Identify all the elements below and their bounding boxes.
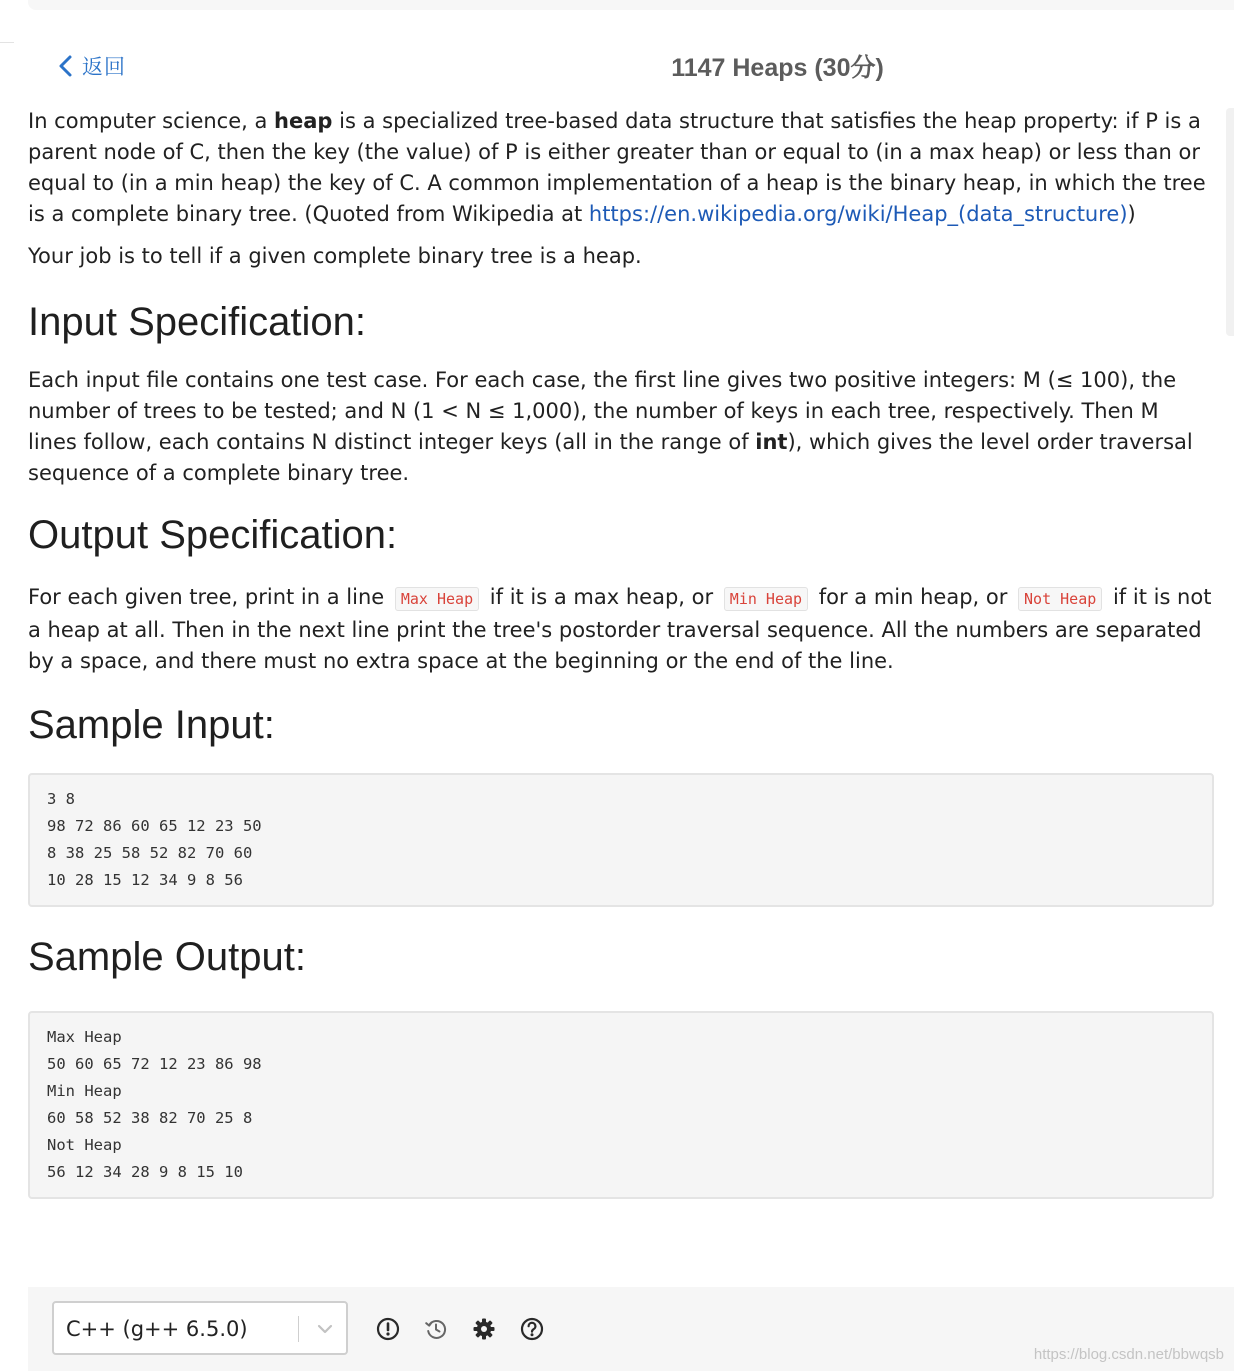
problem-content [28, 106, 1214, 1199]
intro-paragraph: In computer science, a heap is a specialized tree-based data structure that satisfies the heap property: if P is a parent node of C, then the key (the value) of P is either greater than or equal to (in a max heap) or less than or equal to (in a min heap) the key of C. A common implementation of a heap is the binary heap, in which the tree is a complete binary tree. (Quoted from Wikipedia at https://en.wikipedia.org/wiki/Heap_(data_structure)) [28, 109, 1206, 226]
scrollbar[interactable] [1226, 108, 1234, 336]
input-spec-heading: Input Specification: [28, 300, 366, 344]
back-button[interactable] [58, 50, 126, 82]
page-title: 1147 Heaps (30分) [671, 54, 884, 82]
history-icon[interactable] [423, 1316, 449, 1342]
chevron-left-icon [58, 54, 74, 78]
output-spec-heading: Output Specification: [28, 513, 398, 557]
sample-input-block [28, 773, 1214, 907]
language-select-value: C++ (g++ 6.5.0) [66, 1317, 248, 1341]
watermark: https://blog.csdn.net/bbwqsb [1033, 1346, 1224, 1363]
top-panel-edge [28, 0, 1234, 10]
code-line: 50 60 65 72 12 23 86 98 [47, 1055, 262, 1073]
task-paragraph: Your job is to tell if a given complete binary tree is a heap. [28, 244, 642, 268]
heap-term: heap [274, 109, 333, 133]
code-line: Not Heap [47, 1136, 122, 1154]
editor-toolbar [28, 1287, 1234, 1371]
chevron-down-icon [316, 1320, 334, 1338]
inline-code-not-heap: Not Heap [1018, 587, 1102, 611]
question-circle-icon[interactable] [519, 1316, 545, 1342]
code-line: 60 58 52 38 82 70 25 8 [47, 1109, 253, 1127]
code-line: Max Heap [47, 1028, 122, 1046]
code-line: 10 28 15 12 34 9 8 56 [47, 871, 243, 889]
inline-code-max-heap: Max Heap [395, 587, 479, 611]
sample-input-heading: Sample Input: [28, 703, 275, 747]
gear-icon[interactable] [471, 1316, 497, 1342]
code-line: 98 72 86 60 65 12 23 50 [47, 817, 262, 835]
code-line: 8 38 25 58 52 82 70 60 [47, 844, 253, 862]
left-divider [0, 42, 14, 43]
output-spec-paragraph: For each given tree, print in a line Max Heap if it is a max heap, or Min Heap for a min heap, or Not Heap if it is not a heap at all. Then in the next line print the tree's postorder traversal sequence. All the numbers are separated by a space, and there must no extra space at the beginning or the end of the line. [28, 585, 1212, 673]
input-spec-paragraph: Each input file contains one test case. For each case, the first line gives two positive integers: M (≤ 100), the number of trees to be tested; and N (1 < N ≤ 1,000), the number of keys in each tree, respectively. Then M lines follow, each contains N distinct integer keys (all in the range of int), which gives the level order traversal sequence of a complete binary tree. [28, 368, 1193, 485]
wikipedia-link[interactable]: https://en.wikipedia.org/wiki/Heap_(data_structure) [588, 202, 1128, 226]
sample-output-heading: Sample Output: [28, 935, 306, 979]
sample-output-block [28, 1011, 1214, 1199]
language-select[interactable] [52, 1301, 348, 1355]
exclamation-circle-icon[interactable] [375, 1316, 401, 1342]
code-line: 56 12 34 28 9 8 15 10 [47, 1163, 243, 1181]
select-divider [298, 1316, 299, 1342]
back-label: 返回 [82, 55, 126, 79]
inline-code-min-heap: Min Heap [724, 587, 808, 611]
code-line: 3 8 [47, 790, 75, 808]
code-line: Min Heap [47, 1082, 122, 1100]
